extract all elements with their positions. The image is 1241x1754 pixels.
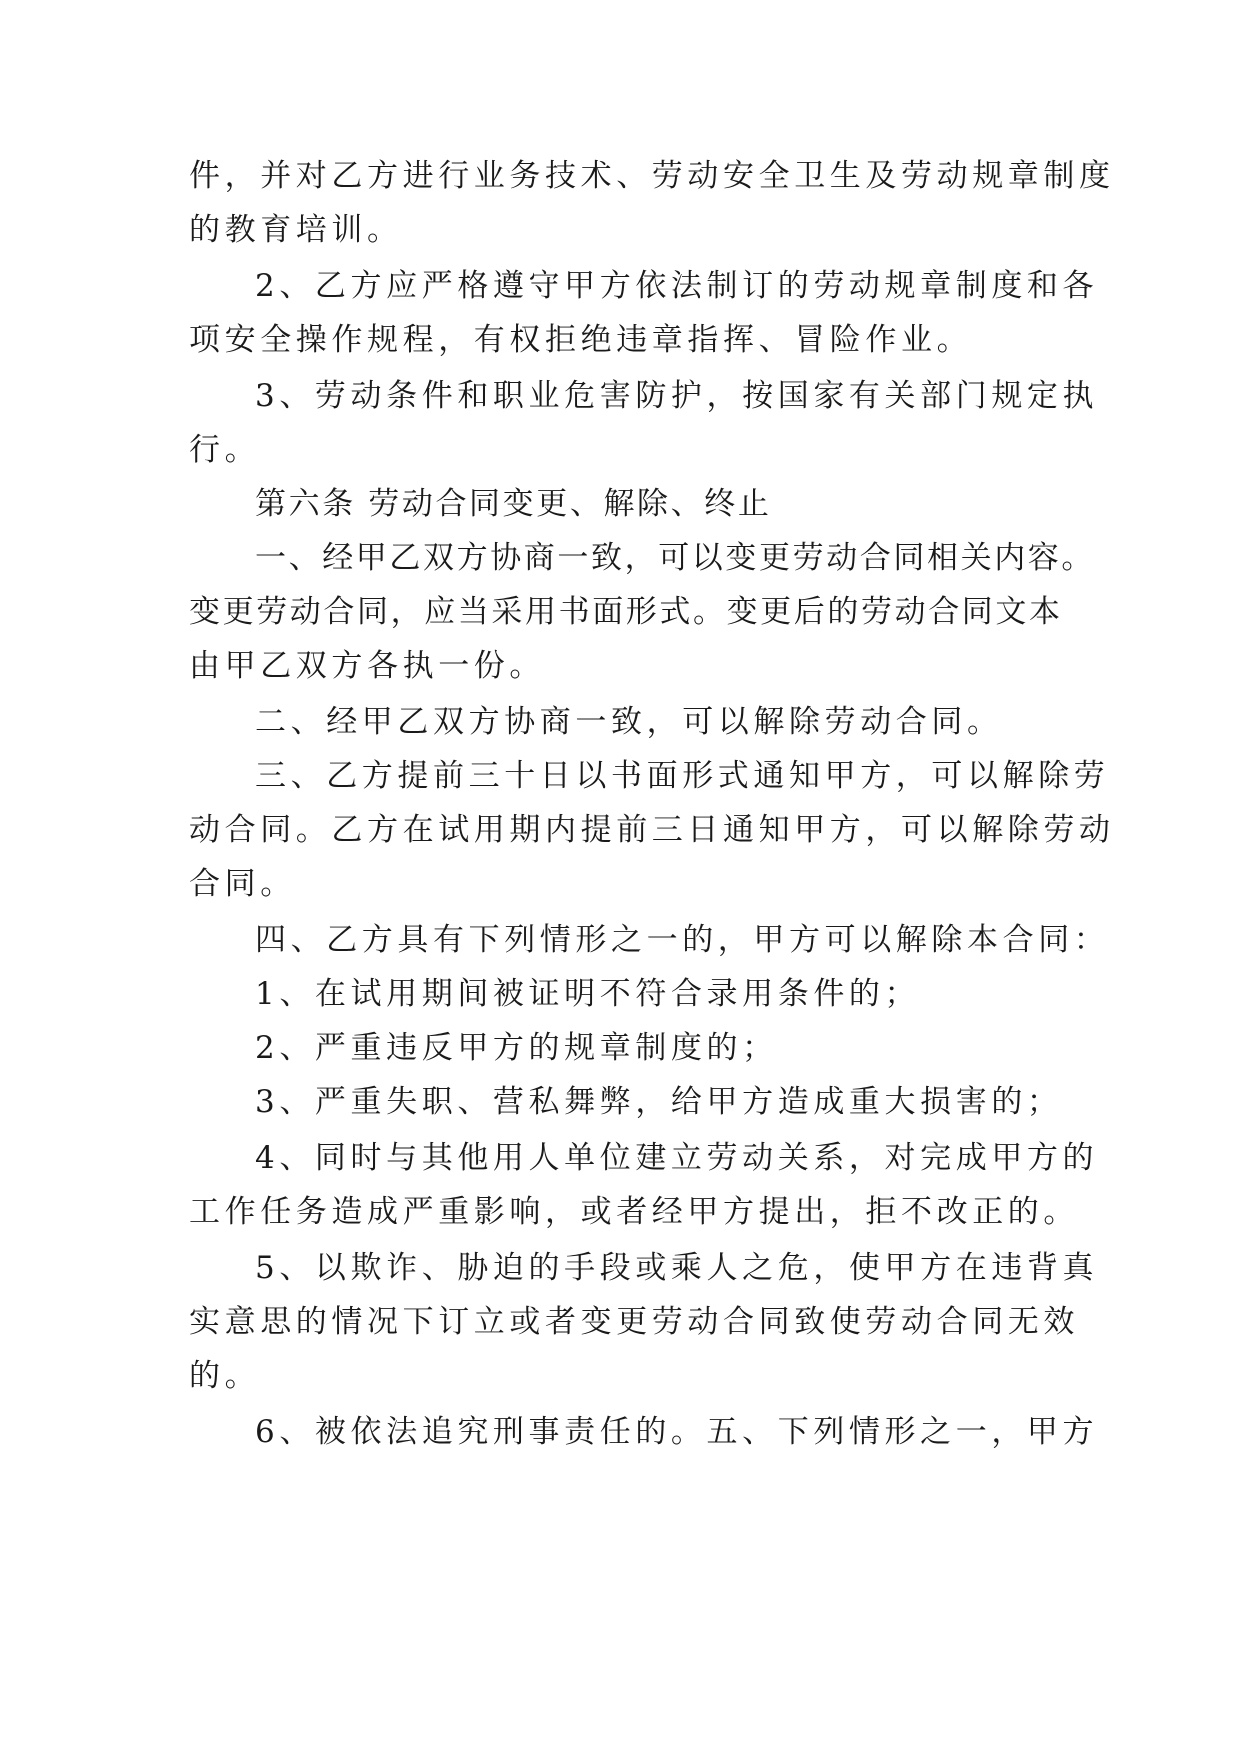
text-line: 的教育培训。 [189,212,403,248]
text-line: 合同。 [189,866,296,902]
list-item: 3、严重失职、营私舞弊，给甲方造成重大损害的； [255,1084,1063,1120]
list-item: 5、以欺诈、胁迫的手段或乘人之危，使甲方在违背真 [255,1250,1099,1286]
list-item: 6、被依法追究刑事责任的。五、下列情形之一，甲方 [255,1414,1099,1450]
list-item: 2、严重违反甲方的规章制度的； [255,1030,778,1066]
text-line: 变更劳动合同，应当采用书面形式。变更后的劳动合同文本 [189,594,1063,630]
text-line: 行。 [189,432,261,468]
text-line: 实意思的情况下订立或者变更劳动合同致使劳动合同无效 [189,1304,1079,1340]
text-line: 四、乙方具有下列情形之一的，甲方可以解除本合同： [255,922,1110,958]
text-line: 的。 [189,1358,261,1394]
text-line: 项安全操作规程，有权拒绝违章指挥、冒险作业。 [189,322,973,358]
text-line: 三、乙方提前三十日以书面形式通知甲方，可以解除劳 [255,758,1110,794]
list-item: 1、在试用期间被证明不符合录用条件的； [255,976,921,1012]
text-line: 2、乙方应严格遵守甲方依法制订的劳动规章制度和各 [255,268,1099,304]
section-heading: 第六条 劳动合同变更、解除、终止 [255,486,772,522]
list-item: 4、同时与其他用人单位建立劳动关系，对完成甲方的 [255,1140,1099,1176]
text-line: 一、经甲乙双方协商一致，可以变更劳动合同相关内容。 [255,540,1095,576]
text-line: 二、经甲乙双方协商一致，可以解除劳动合同。 [255,704,1003,740]
text-line: 工作任务造成严重影响，或者经甲方提出，拒不改正的。 [189,1194,1079,1230]
text-line: 件，并对乙方进行业务技术、劳动安全卫生及劳动规章制度 [189,158,1115,194]
text-line: 动合同。乙方在试用期内提前三日通知甲方，可以解除劳动 [189,812,1115,848]
text-line: 由甲乙双方各执一份。 [189,648,545,684]
text-line: 3、劳动条件和职业危害防护，按国家有关部门规定执 [255,378,1099,414]
